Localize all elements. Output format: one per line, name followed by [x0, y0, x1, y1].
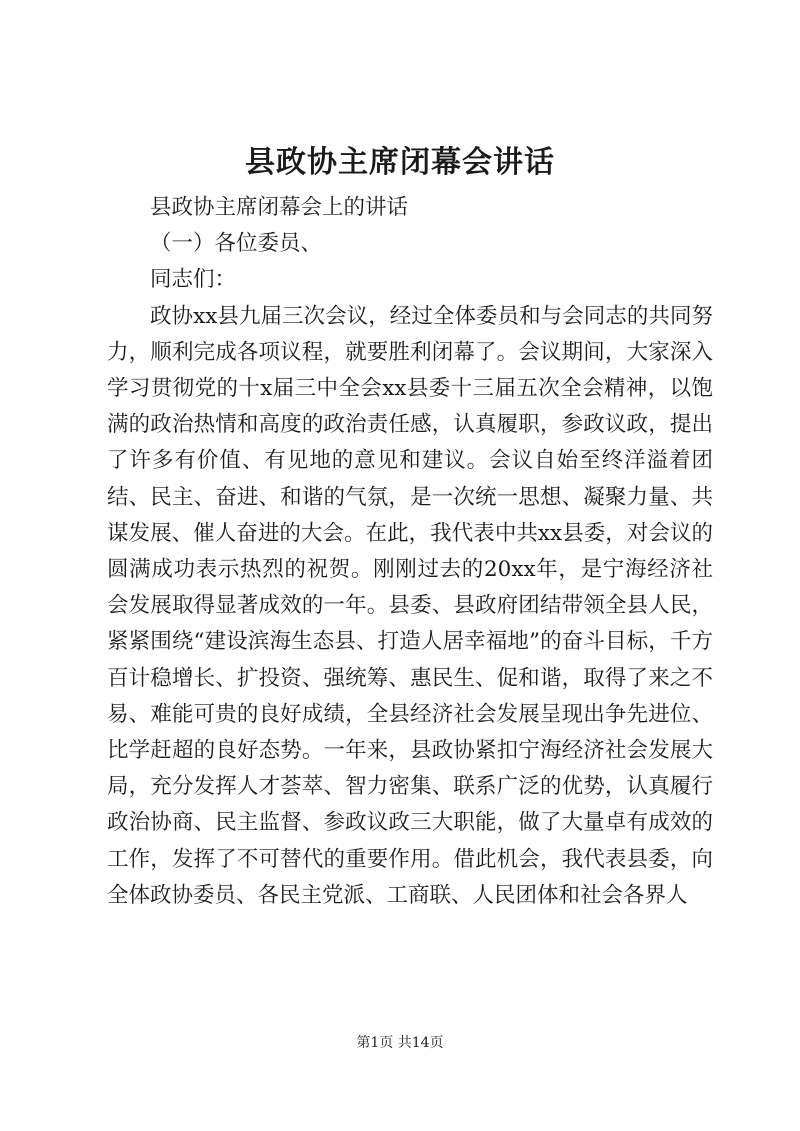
document-title: 县政协主席闭幕会讲话 — [245, 145, 555, 180]
body-paragraph: 政协xx县九届三次会议，经过全体委员和与会同志的共同努力，顺利完成各项议程，就要胜利闭幕了。会议期间，大家深入学习贯彻党的十x届三中全会xx县委十三届五次全会精神，以饱满的政治热情和高度的政治责任感，认真履职，参政议政，提出了许多有价值、有见地的意见和建议。会议自始至终洋溢着团结、民主、奋进、和谐的气氛，是一次统一思想、凝聚力量、共谋发展、催人奋进的大会。在此，我代表中共xx县委，对会议的圆满成功表示热烈的祝贺。刚刚过去的20xx年，是宁海经济社会发展取得显著成效的一年。县委、县政府团结带领全县人民，紧紧围绕“建设滨海生态县、打造人居幸福地”的奋斗目标，千方百计稳增长、扩投资、强统筹、惠民生、促和谐，取得了来之不易、难能可贵的良好成绩，全县经济社会发展呈现出争先进位、比学赶超的良好态势。一年来，县政协紧扣宁海经济社会发展大局，充分发挥人才荟萃、智力密集、联系广泛的优势，认真履行政治协商、民主监督、参政议政三大职能，做了大量卓有成效的工作，发挥了不可替代的重要作用。借此机会，我代表县委，向全体政协委员、各民主党派、工商联、人民团体和社会各界人 — [107, 303, 713, 908]
document-body — [107, 190, 713, 914]
salutation-paragraph: （一）各位委员、 — [150, 231, 323, 257]
page-number-footer: 第1页 共14页 — [356, 1035, 444, 1051]
salutation-paragraph: 同志们： — [150, 267, 237, 293]
subtitle-paragraph: 县政协主席闭幕会上的讲话 — [150, 195, 409, 220]
